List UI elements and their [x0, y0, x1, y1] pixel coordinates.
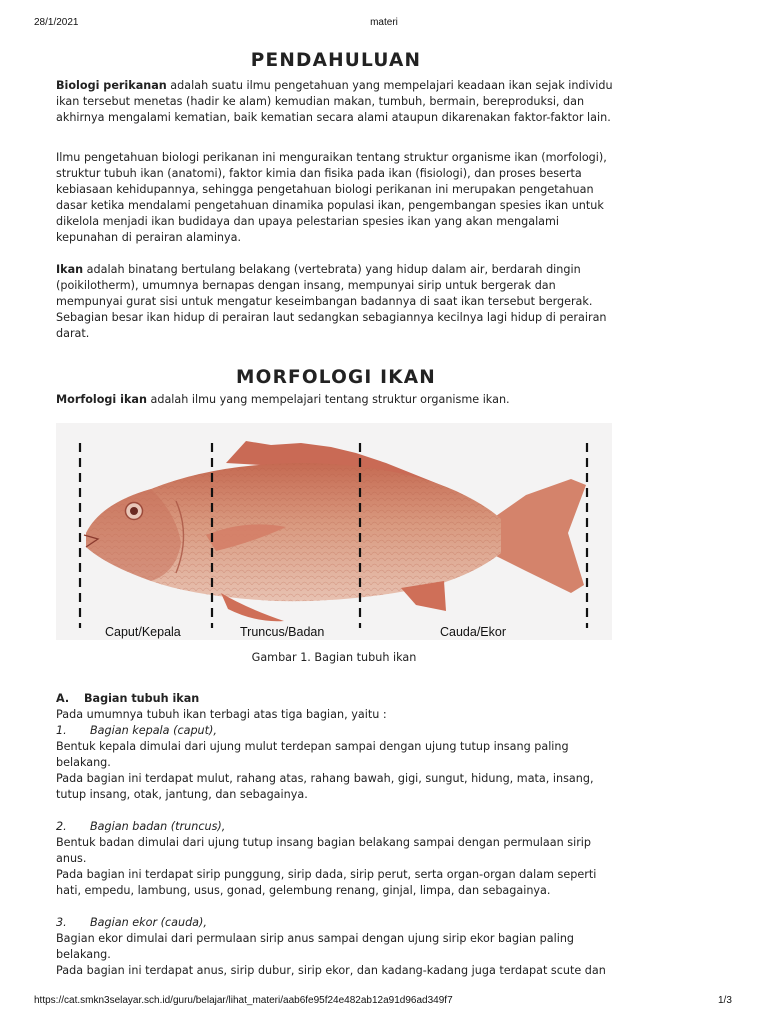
- morfologi-section: [56, 367, 616, 408]
- term-biologi-perikanan: Biologi perikanan: [56, 79, 167, 92]
- label-truncus: Truncus/Badan: [240, 625, 325, 639]
- heading-pendahuluan: PENDAHULUAN: [250, 50, 422, 71]
- print-page-title: materi: [370, 17, 398, 28]
- paragraph-biologi-perikanan: [56, 78, 616, 126]
- section-a-intro: Pada umumnya tubuh ikan terbagi atas tiga bagian, yaitu :: [56, 708, 387, 721]
- section-bagian-tubuh: [56, 691, 616, 979]
- item-desc: Pada bagian ini terdapat mulut, rahang atas, rahang bawah, gigi, sungut, hidung, mata, insang, tutup insang, otak, jantung, dan sebagainya.: [56, 772, 594, 801]
- intro-section: [56, 50, 616, 342]
- item-desc: Bagian ekor dimulai dari permulaan sirip anus sampai dengan ujung sirip ekor bagian paling belakang.: [56, 932, 575, 961]
- label-cauda: Cauda/Ekor: [440, 625, 507, 639]
- item-number: 3.: [56, 916, 67, 929]
- item-desc: Bentuk kepala dimulai dari ujung mulut terdepan sampai dengan ujung tutup insang paling belakang.: [56, 740, 569, 769]
- item-desc: Pada bagian ini terdapat sirip punggung, sirip dada, sirip perut, serta organ-organ dalam seperti hati, empedu, lambung, usus, gonad, gelembung renang, ginjal, limpa, dan sebagainya.: [56, 868, 597, 897]
- print-date: 28/1/2021: [34, 17, 79, 28]
- fish-figure: [56, 423, 612, 640]
- paragraph-text: adalah ilmu yang mempelajari tentang struktur organisme ikan.: [146, 393, 510, 406]
- item-title-text: Bagian kepala (caput),: [90, 724, 217, 737]
- item-title: [56, 915, 616, 931]
- item-title-text: Bagian badan (truncus),: [90, 820, 226, 833]
- paragraph-text: adalah binatang bertulang belakang (vertebrata) yang hidup dalam air, berdarah dingin (poikilotherm), umumnya bernapas dengan insang, mempunyai sirip untuk bergerak dan mempunyai gurat sisi untuk mengatur keseimbangan badannya di saat ikan tersebut bergerak. Sebagian besar ikan hidup di perairan laut sedangkan sebagiannya kecilnya lagi hidup di perairan darat.: [56, 263, 607, 340]
- label-caput: Caput/Kepala: [105, 625, 181, 639]
- figure-caption: Gambar 1. Bagian tubuh ikan: [251, 651, 417, 664]
- paragraph-morfologi: [56, 392, 616, 408]
- item-title: [56, 819, 616, 835]
- paragraph-ilmu-pengetahuan: Ilmu pengetahuan biologi perikanan ini menguraikan tentang struktur organisme ikan (morfologi), struktur tubuh ikan (anatomi), faktor kimia dan fisika pada ikan (fisiologi), dan proses beserta kebiasaan kehidupannya, sehingga pengetahuan biologi perikanan ini merupakan pengetahuan dasar ketika mendalami pengetahuan dinamika populasi ikan, pengembangan spesies ikan untuk dikelola menjadi ikan budidaya dan upaya pelestarian spesies ikan yang akan mengalami kepunahan di perairan alaminya.: [56, 151, 607, 244]
- source-url[interactable]: https://cat.smkn3selayar.sch.id/guru/belajar/lihat_materi/aab6fe95f24e482ab12a91d96ad349f7: [34, 995, 453, 1006]
- heading-morfologi-ikan: MORFOLOGI IKAN: [236, 367, 436, 388]
- section-a-title: [56, 691, 616, 707]
- section-letter: A.: [56, 692, 70, 705]
- fish-illustration: [56, 423, 612, 640]
- term-ikan: Ikan: [56, 263, 84, 276]
- item-title-text: Bagian ekor (cauda),: [90, 916, 207, 929]
- paragraph-ikan: [56, 262, 616, 342]
- term-morfologi-ikan: Morfologi ikan: [56, 393, 147, 406]
- page-number: 1/3: [718, 995, 732, 1006]
- item-number: 2.: [56, 820, 67, 833]
- item-number: 1.: [56, 724, 67, 737]
- item-desc: Pada bagian ini terdapat anus, sirip dubur, sirip ekor, dan kadang-kadang juga terdapat scute dan: [56, 964, 606, 977]
- section-title: Bagian tubuh ikan: [84, 692, 200, 705]
- item-desc: Bentuk badan dimulai dari ujung tutup insang bagian belakang sampai dengan permulaan sirip anus.: [56, 836, 592, 865]
- paragraph-text: adalah suatu ilmu pengetahuan yang mempelajari keadaan ikan sejak individu ikan tersebut menetas (hadir ke alam) kemudian makan, tumbuh, bermain, bereproduksi, dan akhirnya mengalami kematian, baik kematian secara alami ataupun dikarenakan faktor-faktor lain.: [56, 79, 613, 124]
- item-title: [56, 723, 616, 739]
